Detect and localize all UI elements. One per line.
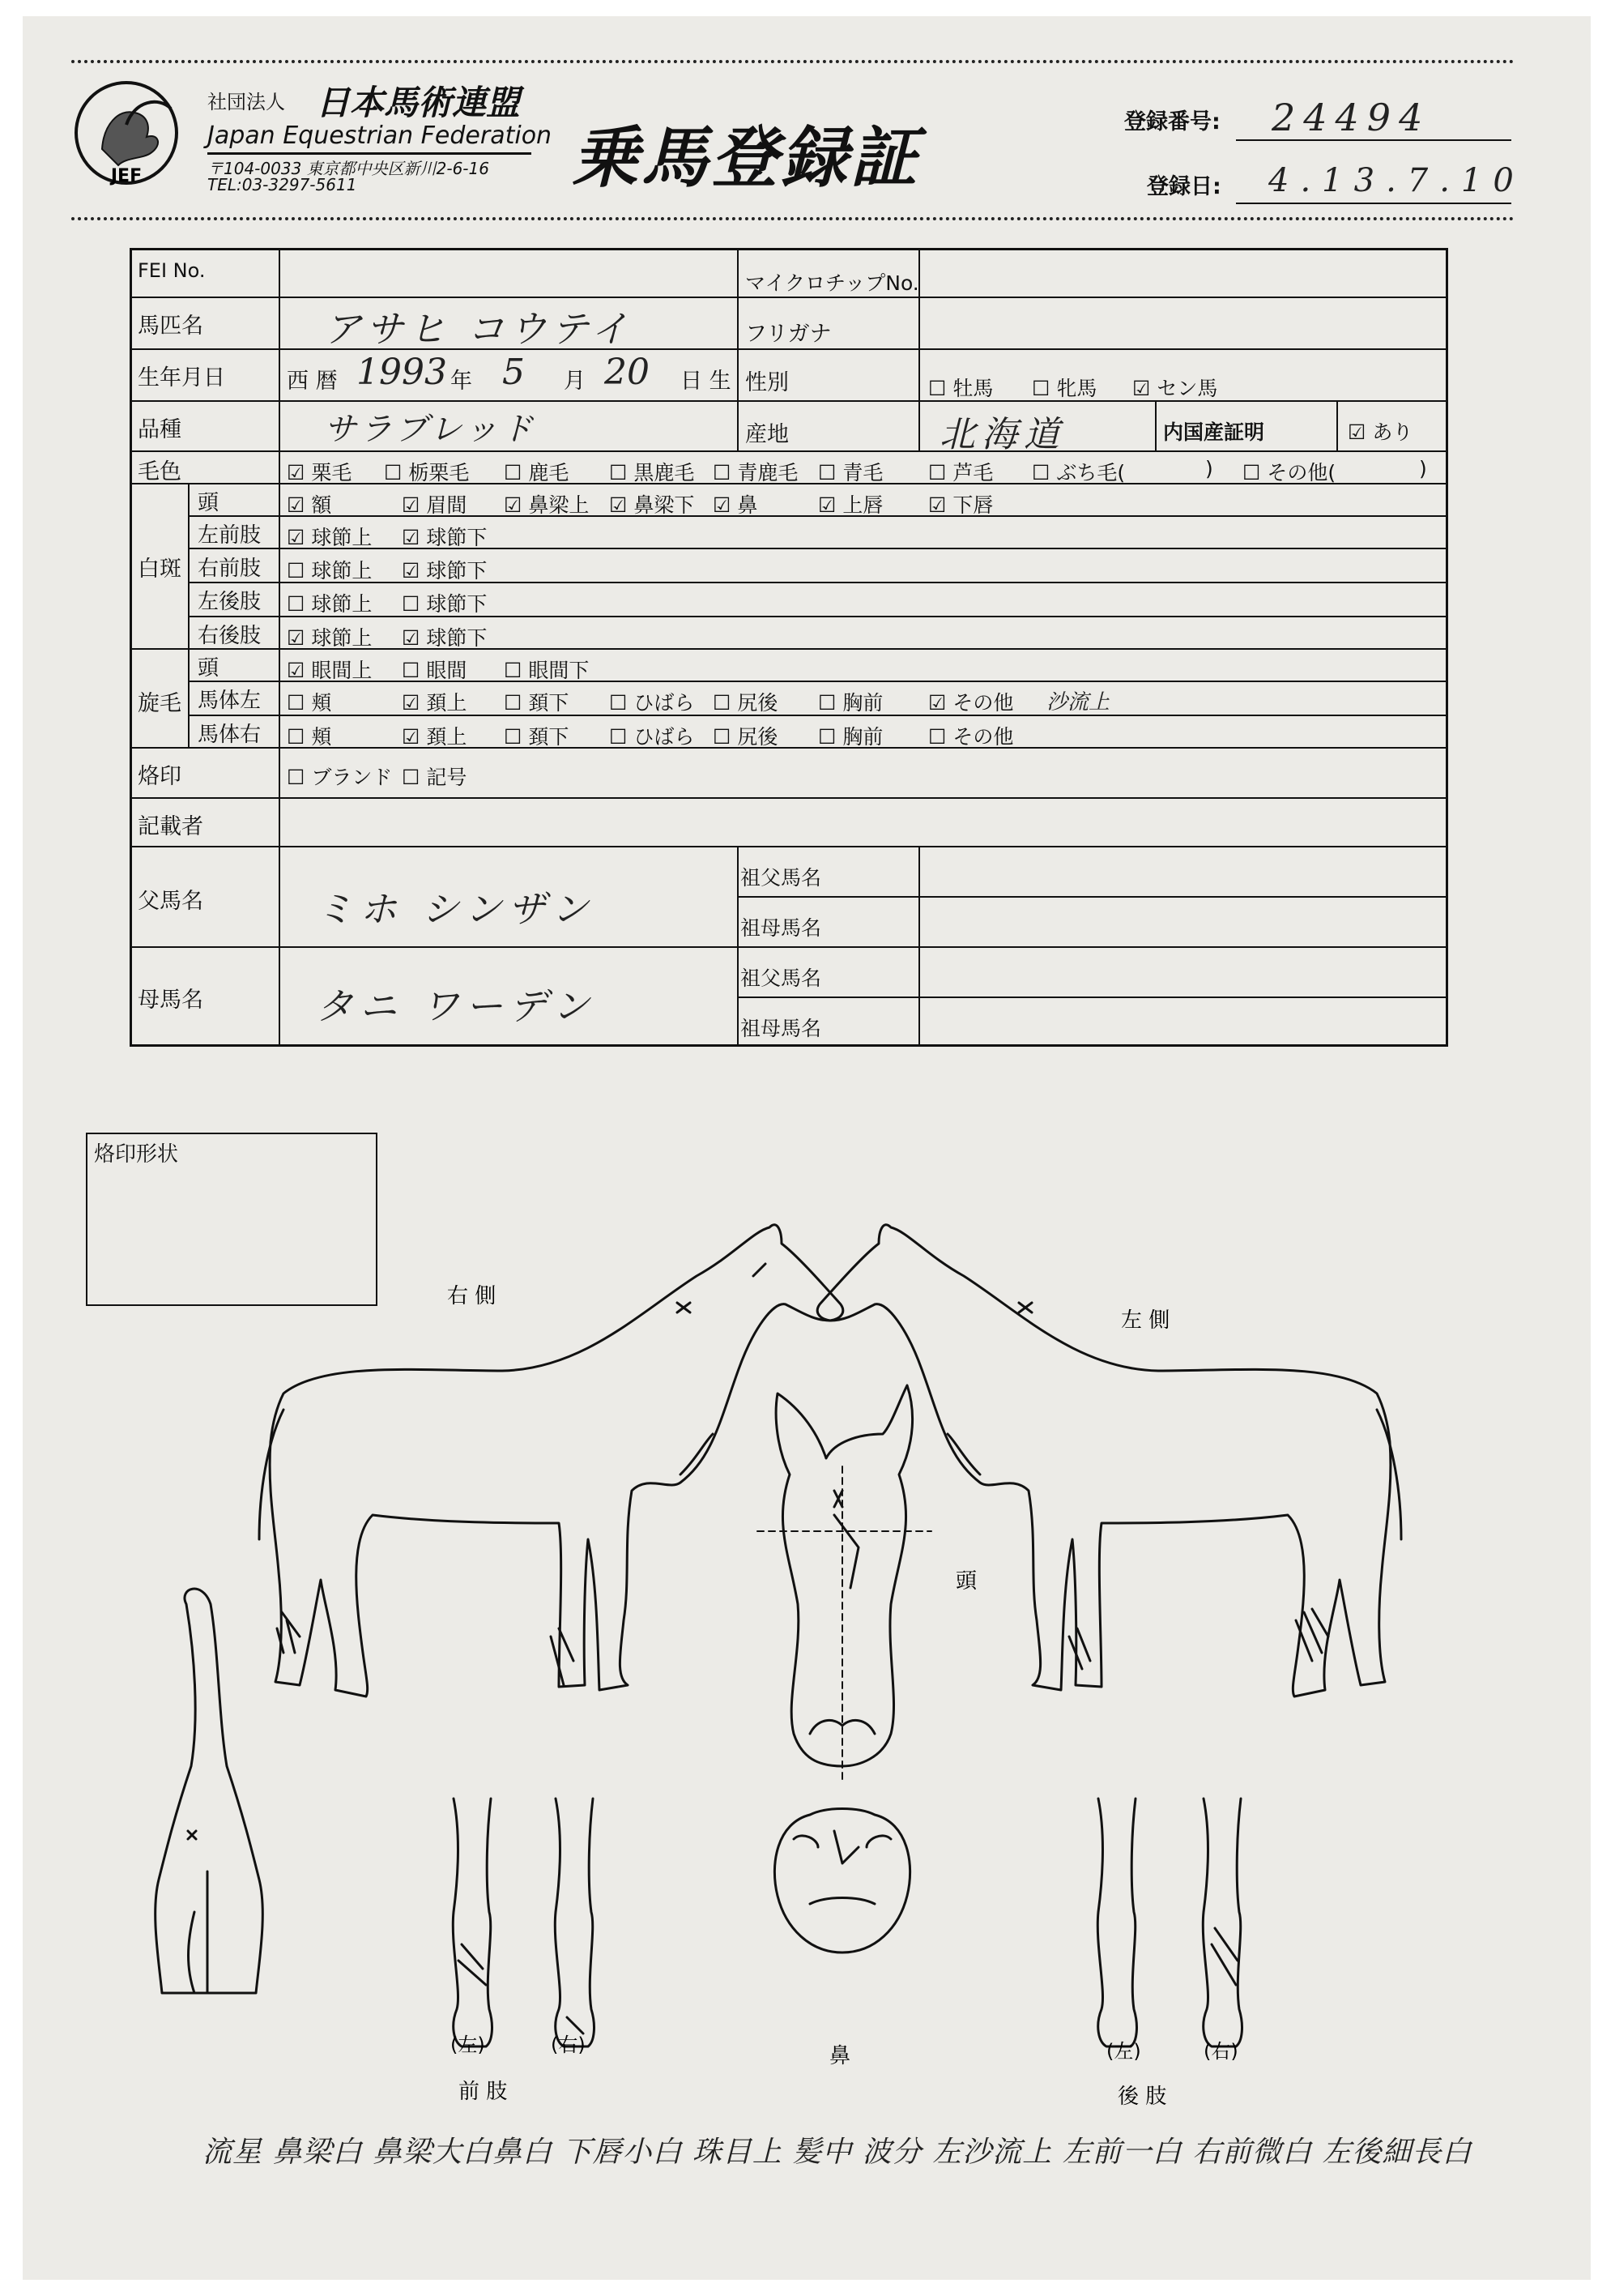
name-label: 馬匹名 xyxy=(138,314,203,339)
reg-date-underline xyxy=(1236,203,1511,204)
dam-granddam-label: 祖母馬名 xyxy=(740,1017,822,1040)
white-right-fore-below-fetlock[interactable]: ☑ 球節下 xyxy=(402,559,488,583)
header-top-dotted-rule xyxy=(71,60,1515,63)
coat-option-other[interactable]: ☐ その他( xyxy=(1242,461,1336,484)
reg-no-value: 24494 xyxy=(1272,96,1431,139)
horse-head-front-drawing xyxy=(757,1385,931,1782)
logo-text: JEF xyxy=(110,166,143,186)
org-tel: TEL:03-3297-5611 xyxy=(207,175,357,194)
whorl-right-chest[interactable]: ☐ 胸前 xyxy=(818,725,884,749)
dob-day: 20 xyxy=(604,352,650,393)
whorl-right-flank[interactable]: ☐ ひばら xyxy=(609,725,695,749)
coat-pinto-close: ) xyxy=(1205,457,1213,480)
dob-year: 1993 xyxy=(356,352,447,393)
origin-label: 産地 xyxy=(745,422,789,447)
whorl-left-flank[interactable]: ☐ ひばら xyxy=(609,691,695,715)
coat-option-bay[interactable]: ☐ 鹿毛 xyxy=(504,461,569,484)
brand-label: 烙印 xyxy=(138,764,181,789)
white-head-lower-nose[interactable]: ☑ 鼻梁下 xyxy=(609,493,695,517)
white-left-fore-below-fetlock[interactable]: ☑ 球節下 xyxy=(402,526,488,549)
dob-month-unit: 月 xyxy=(564,369,586,394)
white-right-hind-below-fetlock[interactable]: ☑ 球節下 xyxy=(402,626,488,650)
white-head-forehead[interactable]: ☑ 額 xyxy=(287,493,332,517)
fei-label: FEI No. xyxy=(138,259,206,282)
brand-option-brand[interactable]: ☐ ブランド xyxy=(287,766,393,789)
white-label: 白斑 xyxy=(138,557,181,582)
coat-option-chestnut[interactable]: ☑ 栗毛 xyxy=(287,461,352,484)
fore-legs-drawing xyxy=(453,1799,594,2046)
white-head-upper-nose[interactable]: ☑ 鼻梁上 xyxy=(504,493,590,517)
hind-right-label: (右) xyxy=(1204,2040,1238,2063)
whorl-left-upper-neck[interactable]: ☑ 頚上 xyxy=(402,691,467,715)
coat-option-black[interactable]: ☐ 青毛 xyxy=(818,461,884,484)
white-head-lower-lip[interactable]: ☑ 下唇 xyxy=(928,493,994,517)
name-value: アサヒ コウテイ xyxy=(324,307,633,351)
whorl-left-cheek[interactable]: ☐ 頬 xyxy=(287,691,332,715)
reg-no-label: 登録番号: xyxy=(1124,109,1221,134)
sex-option-stallion[interactable]: ☐ 牡馬 xyxy=(928,377,994,400)
coat-option-pinto[interactable]: ☐ ぶち毛( xyxy=(1032,461,1126,484)
dob-month: 5 xyxy=(502,352,525,393)
head-label: 頭 xyxy=(956,1569,978,1594)
sex-label: 性別 xyxy=(745,370,789,395)
white-right-fore-above-fetlock[interactable]: ☐ 球節上 xyxy=(287,559,373,583)
header-bottom-dotted-rule xyxy=(71,217,1515,220)
furigana-label: フリガナ xyxy=(745,322,832,347)
reg-date-value: 4.13.7.10 xyxy=(1268,162,1525,199)
reg-no-underline xyxy=(1236,139,1511,141)
org-underline xyxy=(207,152,531,155)
dam-label: 母馬名 xyxy=(138,988,203,1013)
whorl-left-other[interactable]: ☑ その他 xyxy=(928,691,1014,715)
brand-shape-label: 烙印形状 xyxy=(94,1142,179,1167)
sire-granddam-label: 祖母馬名 xyxy=(740,916,822,940)
white-part-right-fore: 右前肢 xyxy=(198,557,262,581)
dob-day-unit: 日 生 xyxy=(680,369,731,394)
brand-option-symbol[interactable]: ☐ 記号 xyxy=(402,766,467,789)
fore-right-label: (右) xyxy=(551,2034,586,2056)
white-part-left-hind: 左後肢 xyxy=(198,590,262,614)
nose-view-drawing xyxy=(774,1809,910,1953)
fore-legs-label: 前 肢 xyxy=(458,2080,508,2104)
whorl-left-rump[interactable]: ☐ 尻後 xyxy=(713,691,778,715)
white-right-hind-above-fetlock[interactable]: ☑ 球節上 xyxy=(287,626,373,650)
coat-option-brown[interactable]: ☐ 青鹿毛 xyxy=(713,461,799,484)
white-part-right-hind: 右後肢 xyxy=(198,624,262,648)
sire-value: ミホ シンザン xyxy=(316,887,595,931)
white-part-left-fore: 左前肢 xyxy=(198,523,262,548)
whorl-part-body-right: 馬体右 xyxy=(198,723,262,747)
document-title: 乗馬登録証 xyxy=(572,120,920,197)
org-address: 〒104-0033 東京都中央区新川2-6-16 xyxy=(207,159,489,178)
whorl-part-body-left: 馬体左 xyxy=(198,689,262,713)
hind-legs-label: 後 肢 xyxy=(1118,2085,1167,2109)
white-left-hind-above-fetlock[interactable]: ☐ 球節上 xyxy=(287,592,373,616)
domestic-cert-option[interactable]: ☑ あり xyxy=(1348,420,1413,444)
microchip-label: マイクロチップNo. xyxy=(745,271,919,295)
whorl-part-head: 頭 xyxy=(198,656,219,681)
remarks-text: 流星 鼻梁白 鼻梁大白鼻白 下唇小白 珠目上 髪中 波分 左沙流上 左前一白 右前微白 左後細長白 xyxy=(202,2136,1472,2169)
white-head-nose[interactable]: ☑ 鼻 xyxy=(713,493,758,517)
hind-left-label: (左) xyxy=(1106,2040,1141,2063)
domestic-cert-label: 内国産証明 xyxy=(1163,420,1265,444)
breed-label: 品種 xyxy=(138,417,181,442)
white-left-hind-below-fetlock[interactable]: ☐ 球節下 xyxy=(402,592,488,616)
whorl-right-lower-neck[interactable]: ☐ 頚下 xyxy=(504,725,569,749)
whorl-label: 旋毛 xyxy=(138,691,181,716)
org-name-en: Japan Equestrian Federation xyxy=(207,122,552,150)
whorl-left-lower-neck[interactable]: ☐ 頚下 xyxy=(504,691,569,715)
coat-option-grey[interactable]: ☐ 芦毛 xyxy=(928,461,994,484)
whorl-right-upper-neck[interactable]: ☑ 頚上 xyxy=(402,725,467,749)
white-left-fore-above-fetlock[interactable]: ☑ 球節上 xyxy=(287,526,373,549)
dam-grandsire-label: 祖父馬名 xyxy=(740,967,822,990)
dob-label: 生年月日 xyxy=(138,365,225,390)
whorl-head-between-eyes[interactable]: ☐ 眼間 xyxy=(402,659,467,682)
breed-value: サラブレッド xyxy=(324,411,536,448)
fore-left-label: (左) xyxy=(450,2034,485,2056)
whorl-right-cheek[interactable]: ☐ 頬 xyxy=(287,725,332,749)
origin-value: 北海道 xyxy=(940,414,1066,455)
whorl-head-above-eyes[interactable]: ☑ 眼間上 xyxy=(287,659,373,682)
reg-date-label: 登録日: xyxy=(1147,174,1221,199)
org-name-ja: 日本馬術連盟 xyxy=(316,83,521,122)
sex-option-mare[interactable]: ☐ 牝馬 xyxy=(1032,377,1097,400)
hind-legs-drawing xyxy=(1097,1799,1242,2046)
horse-right-side-drawing xyxy=(259,1225,843,1696)
coat-option-dark-bay[interactable]: ☐ 黒鹿毛 xyxy=(609,461,695,484)
whorl-head-below-eyes[interactable]: ☐ 眼間下 xyxy=(504,659,590,682)
sex-option-gelding[interactable]: ☑ セン馬 xyxy=(1132,377,1218,400)
sire-label: 父馬名 xyxy=(138,889,203,914)
white-head-between-eyes[interactable]: ☑ 眉間 xyxy=(402,493,467,517)
whorl-left-other-note: 沙流上 xyxy=(1046,690,1110,715)
dob-year-unit: 年 xyxy=(450,369,472,394)
coat-option-dark-chestnut[interactable]: ☐ 栃栗毛 xyxy=(384,461,470,484)
horse-diagrams xyxy=(0,1199,1615,2155)
dam-value: タニ ワーデン xyxy=(316,984,596,1028)
white-head-upper-lip[interactable]: ☑ 上唇 xyxy=(818,493,884,517)
right-side-label: 右 側 xyxy=(447,1284,496,1308)
whorl-right-rump[interactable]: ☐ 尻後 xyxy=(713,725,778,749)
whorl-right-other[interactable]: ☐ その他 xyxy=(928,725,1014,749)
recorder-label: 記載者 xyxy=(138,814,203,839)
jef-logo xyxy=(70,76,183,198)
org-type: 社団法人 xyxy=(207,91,285,113)
nose-label: 鼻 xyxy=(829,2044,851,2068)
whorl-left-chest[interactable]: ☐ 胸前 xyxy=(818,691,884,715)
sire-grandsire-label: 祖父馬名 xyxy=(740,866,822,890)
horse-top-view-drawing xyxy=(156,1589,263,1993)
left-side-label: 左 側 xyxy=(1121,1308,1170,1333)
dob-prefix: 西 暦 xyxy=(287,369,338,394)
white-part-head: 頭 xyxy=(198,491,219,515)
coat-other-close: ) xyxy=(1419,457,1427,480)
coat-label: 毛色 xyxy=(138,459,181,484)
